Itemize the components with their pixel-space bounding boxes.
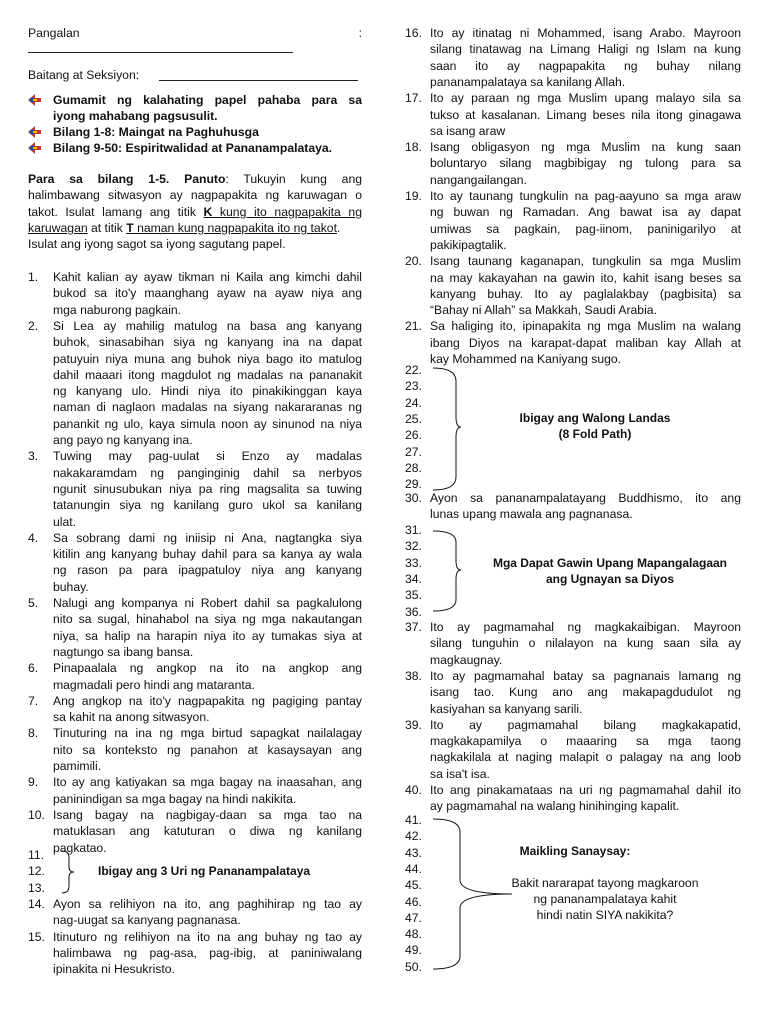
- directions-line-5: Isulat ang iyong sagot sa iyong sagutang papel.: [28, 237, 286, 251]
- item-text-line: Sa sobrang dami ng iniisip ni Ana, nagtangka siya: [53, 530, 362, 545]
- item-text-line: Ito ay pagmamahal ng magkakaibigan. Mayroon: [430, 620, 741, 634]
- item-text-line: panankit ng ulo, kaya simula noon ay sinunod na niya: [53, 416, 362, 431]
- item-text-line: Ito ang pinakamataas na uri ng pagmamahal dahil ito: [430, 783, 741, 797]
- blank-number: 22.: [405, 363, 422, 377]
- item-text-line: Nalugi ang kompanya ni Robert dahil sa pagkalulong: [53, 596, 362, 610]
- item-text-line: Kahit kalian ay ayaw tikman ni Kaila ang kimchi dahil: [53, 270, 362, 284]
- item-text-line: ng rason pa para ipagpatuloy niya ang kanyang: [53, 563, 362, 578]
- item-text-line: kanyang buhay. Ito ay paglalakbay (pagbisita) sa: [430, 286, 741, 301]
- item-text-line: ngunit sinusubukan niya pa ring magsalita sa tuwing: [53, 481, 362, 496]
- blank-number: 13.: [28, 880, 45, 895]
- item-number: 15.: [28, 929, 45, 944]
- item-text-line: magkaugnay.: [430, 652, 503, 667]
- item-text-line: Isang obligasyon ng mga Muslim na kung saan: [430, 140, 741, 155]
- item-text-line: matuklasan ang katuturan o diwa ng kanilang: [53, 824, 362, 839]
- item-text-line: halimbawa ng pag-asa, pag-ibig, at paniniwalang: [53, 945, 362, 960]
- blank-number: 49.: [405, 943, 422, 958]
- item-text-line: buhay.: [53, 579, 89, 594]
- item-text-line: ulat.: [53, 514, 77, 529]
- blank-number: 43.: [405, 845, 422, 860]
- directions-line-2: halimbawang sitwasyon ay nagpapakita ng karuwagan o: [28, 188, 362, 202]
- item-number: 2.: [28, 318, 39, 333]
- item-number: 1.: [28, 270, 39, 284]
- blank-number: 32.: [405, 539, 422, 554]
- blank-number: 34.: [405, 571, 422, 586]
- blank-number: 25.: [405, 411, 422, 426]
- item-text-line: pagkatao.: [53, 840, 107, 855]
- item-number: 17.: [405, 91, 422, 106]
- item-text-line: magmadali pero hindi ang mataranta.: [53, 677, 255, 692]
- instruction-text: Gumamit ng kalahating papel pahaba para sa: [53, 93, 362, 107]
- blank-number: 44.: [405, 861, 422, 876]
- instruction-text: iyong mahabang pagsusulit.: [53, 109, 218, 123]
- item-text-line: ng kanyang ulo. Hindi niya ito pinakikinggan kaya: [53, 384, 362, 399]
- item-number: 38.: [405, 668, 422, 683]
- blank-number: 46.: [405, 894, 422, 909]
- pangalan-colon: :: [358, 26, 362, 40]
- blank-number: 11.: [28, 848, 45, 862]
- instruction-text: Bilang 9-50: Espiritwalidad at Pananampalataya.: [53, 141, 333, 155]
- item-number: 3.: [28, 449, 39, 464]
- item-number: 9.: [28, 775, 39, 790]
- blank-number: 36.: [405, 604, 422, 619]
- blank-number: 42.: [405, 829, 422, 844]
- bullet-icon: [28, 94, 42, 106]
- item-text-line: sa kahit na anong sitwasyon.: [53, 710, 210, 725]
- brace-left-label: Ibigay ang 3 Uri ng Pananampalataya: [98, 864, 311, 878]
- item-text-line: Isang taunang kaganapan, tungkulin sa mga Muslim: [430, 254, 741, 269]
- item-text-line: silang tinatawag na Limang Haligi ng Islam na kung: [430, 42, 741, 57]
- blank-number: 48.: [405, 927, 422, 942]
- item-text-line: Ito ay ang katiyakan sa mga bagay na inaasahan, ang: [53, 775, 362, 790]
- brace-r3-question: Bakit nararapat tayong magkaroon ng pananampalataya kahit hindi natin SIYA nakikita?: [511, 876, 699, 922]
- brace-31-36: [432, 530, 462, 612]
- blank-number: 47.: [405, 910, 422, 925]
- item-text-line: sa isang araw: [430, 123, 506, 138]
- item-number: 18.: [405, 140, 422, 155]
- directions-line-1: Para sa bilang 1-5. Panuto: Tukuyin kung ang: [28, 172, 362, 186]
- item-text-line: Sa haliging ito, ipinapakita ng mga Muslim na walang: [430, 319, 741, 334]
- item-text-line: ang payo ng kanyang ina.: [53, 433, 193, 447]
- item-text-line: niya, sa halip na harapin niya ito ay tumakas siya at: [53, 628, 362, 643]
- item-number: 14.: [28, 897, 45, 911]
- item-text-line: tatanungin siya ng kanilang guro ukol sa kanilang: [53, 498, 362, 513]
- item-number: 30.: [405, 491, 422, 505]
- item-text-line: kitilin ang kanyang buhay dahil para sa kanya ay wala: [53, 547, 362, 562]
- blank-number: 27.: [405, 444, 422, 459]
- item-text-line: kay Mohammed na Kaniyang sugo.: [430, 352, 622, 366]
- item-text-line: Ayon sa relihiyon na ito, ang paghihirap ng tao ay: [53, 897, 362, 911]
- item-text-line: magkakapamilya o maaaring sa mga taong: [430, 734, 741, 749]
- item-text-line: Ayon sa pananampalatayang Buddhismo, ito ang: [430, 491, 741, 505]
- directions-line-3: takot. Isulat lamang ang titik K kung ito nagpapakita ng: [28, 205, 362, 219]
- item-text-line: nagtungo sa ibang bansa.: [53, 644, 194, 659]
- item-text-line: Tuwing may pag-uulat si Enzo ay madalas: [53, 449, 362, 464]
- item-text-line: Ang angkop na ito'y nagpapakita ng pagiging pantay: [53, 693, 362, 708]
- item-text-line: pamimili.: [53, 759, 102, 773]
- item-text-line: umiwas sa pagkain, pag-iinom, paninigarilyo at: [430, 221, 741, 236]
- blank-number: 35.: [405, 588, 422, 603]
- item-number: 8.: [28, 726, 39, 741]
- item-number: 10.: [28, 807, 45, 822]
- brace-11-13: [61, 850, 75, 894]
- item-text-line: “Bahay ni Allah” sa Makkah, Saudi Arabia.: [430, 303, 657, 318]
- item-number: 6.: [28, 661, 39, 676]
- instruction-text: Bilang 1-8: Maingat na Paghuhusga: [53, 125, 259, 139]
- pangalan-blank[interactable]: [28, 52, 293, 53]
- item-text-line: ipinakita ni Hesukristo.: [53, 962, 175, 977]
- blank-number: 26.: [405, 428, 422, 443]
- baitang-blank[interactable]: [159, 80, 358, 81]
- item-text-line: dahil maaari itong magdulot ng madalas na pananakit: [53, 367, 362, 382]
- item-text-line: boluntaryo silang magbibigay ng tulong para sa: [430, 156, 741, 171]
- item-number: 7.: [28, 693, 39, 708]
- baitang-label: Baitang at Seksiyon:: [28, 68, 140, 82]
- item-text-line: silang tunguhin o nilalayon na kung saan sila ay: [430, 636, 741, 651]
- item-number: 40.: [405, 783, 422, 797]
- item-text-line: patuyuin niya muna ang buhok niya bago ito matulog: [53, 351, 362, 366]
- item-text-line: ay pagmamahal na walang hinihinging kapalit.: [430, 799, 680, 814]
- blank-number: 50.: [405, 959, 422, 974]
- item-text-line: Ito ay paraan ng mga Muslim upang malayo sila sa: [430, 91, 741, 106]
- blank-number: 29.: [405, 477, 422, 492]
- item-number: 39.: [405, 717, 422, 732]
- item-text-line: isang tao. Kung ano ang makapagdudulot ng: [430, 685, 741, 700]
- item-text-line: bukod sa ito'y maanghang ayaw na ayaw niya ang: [53, 286, 362, 301]
- brace-r2-label: Mga Dapat Gawin Upang Mapangalagaan ang Ugnayan sa Diyos: [492, 556, 728, 586]
- blank-number: 45.: [405, 878, 422, 893]
- item-text-line: mga naburong pagkain.: [53, 302, 182, 317]
- item-text-line: pananampalataya sa kanilang Allah.: [430, 74, 626, 89]
- item-number: 37.: [405, 620, 422, 634]
- item-text-line: nito sa sugal, hinahabol na siya ng mga nakautangan: [53, 612, 362, 627]
- item-text-line: Tinuturing na ina ng mga birtud sapagkat nailalagay: [53, 726, 362, 741]
- brace-22-29: [432, 367, 462, 491]
- brace-r1-label: Ibigay ang Walong Landas (8 Fold Path): [519, 411, 671, 441]
- blank-number: 23.: [405, 379, 422, 394]
- item-text-line: saan ito ay nagpapakita ng buhay nilang: [430, 58, 741, 73]
- item-text-line: Ito ay pagmamahal batay sa pagnanais lamang ng: [430, 668, 741, 683]
- blank-number: 31.: [405, 523, 422, 537]
- item-text-line: na may kakayahan na gawin ito, kahit isang beses sa: [430, 270, 741, 285]
- item-text-line: nakakaramdam ng panginginig dahil sa nerbyos: [53, 465, 362, 480]
- blank-number: 41.: [405, 813, 422, 827]
- item-number: 21.: [405, 319, 422, 334]
- item-text-line: nag-uugat sa kanyang pagnanasa.: [53, 913, 241, 928]
- directions-line-4: karuwagan at titik T naman kung nagpapakita ito ng takot.: [28, 221, 341, 235]
- pangalan-line: [28, 25, 362, 41]
- bullet-icon: [28, 142, 42, 154]
- item-text-line: paninindigan sa mga bagay na hindi nakikita.: [53, 791, 297, 806]
- item-number: 20.: [405, 254, 422, 269]
- item-number: 16.: [405, 26, 422, 40]
- item-text-line: ng buwan ng Ramadan. Ang bawat isa ay dapat: [430, 205, 741, 220]
- item-text-line: lunas upang mawala ang pagnanasa.: [430, 507, 633, 522]
- item-number: 5.: [28, 596, 39, 610]
- item-text-line: nito sa konteksto ng panahon at kasaysayan ang: [53, 742, 362, 757]
- item-text-line: Si Lea ay mahilig matulog na basa ang kanyang: [53, 318, 362, 333]
- item-text-line: nangangailangan.: [430, 172, 527, 187]
- item-text-line: kasiyahan sa kanyang sarili.: [430, 701, 583, 716]
- item-text-line: Ito ay taunang tungkulin na pag-aayuno sa mga araw: [430, 189, 741, 203]
- bullet-icon: [28, 126, 42, 138]
- item-text-line: Ito ay pagmamahal bilang magkakapatid,: [430, 717, 741, 732]
- blank-number: 33.: [405, 555, 422, 570]
- item-text-line: buhok, sinasabihan siya ng kanyang ina na dapat: [53, 335, 362, 350]
- blank-number: 24.: [405, 395, 422, 410]
- item-text-line: ibang Diyos na karapat-dapat maliban kay Allah at: [430, 335, 741, 350]
- item-text-line: Itinuturo ng relihiyon na ito na ang buhay ng tao ay: [53, 929, 362, 944]
- item-text-line: naman di naglaon madalas na siyang nakararanas ng: [53, 400, 362, 415]
- blank-number: 12.: [28, 864, 45, 879]
- item-text-line: nagkakilala at naging malapit o palagay na ang loob: [430, 750, 741, 765]
- item-number: 4.: [28, 530, 39, 545]
- item-text-line: sa isa't isa.: [430, 766, 490, 781]
- item-text-line: Pinapaalala ng angkop na ito na angkop ang: [53, 661, 362, 676]
- item-text-line: tukso at kasalanan. Limang beses nila itong ginagawa: [430, 107, 741, 122]
- pangalan-label: Pangalan: [28, 26, 80, 40]
- brace-r3-title: Maikling Sanaysay:: [519, 844, 631, 858]
- blank-number: 28.: [405, 460, 422, 475]
- item-text-line: Isang bagay na nagbigay-daan sa mga tao na: [53, 807, 362, 822]
- item-text-line: Ito ay itinatag ni Mohammed, isang Arabo. Mayroon: [430, 26, 741, 40]
- item-text-line: pakikipagtalik.: [430, 237, 507, 252]
- item-number: 19.: [405, 189, 422, 203]
